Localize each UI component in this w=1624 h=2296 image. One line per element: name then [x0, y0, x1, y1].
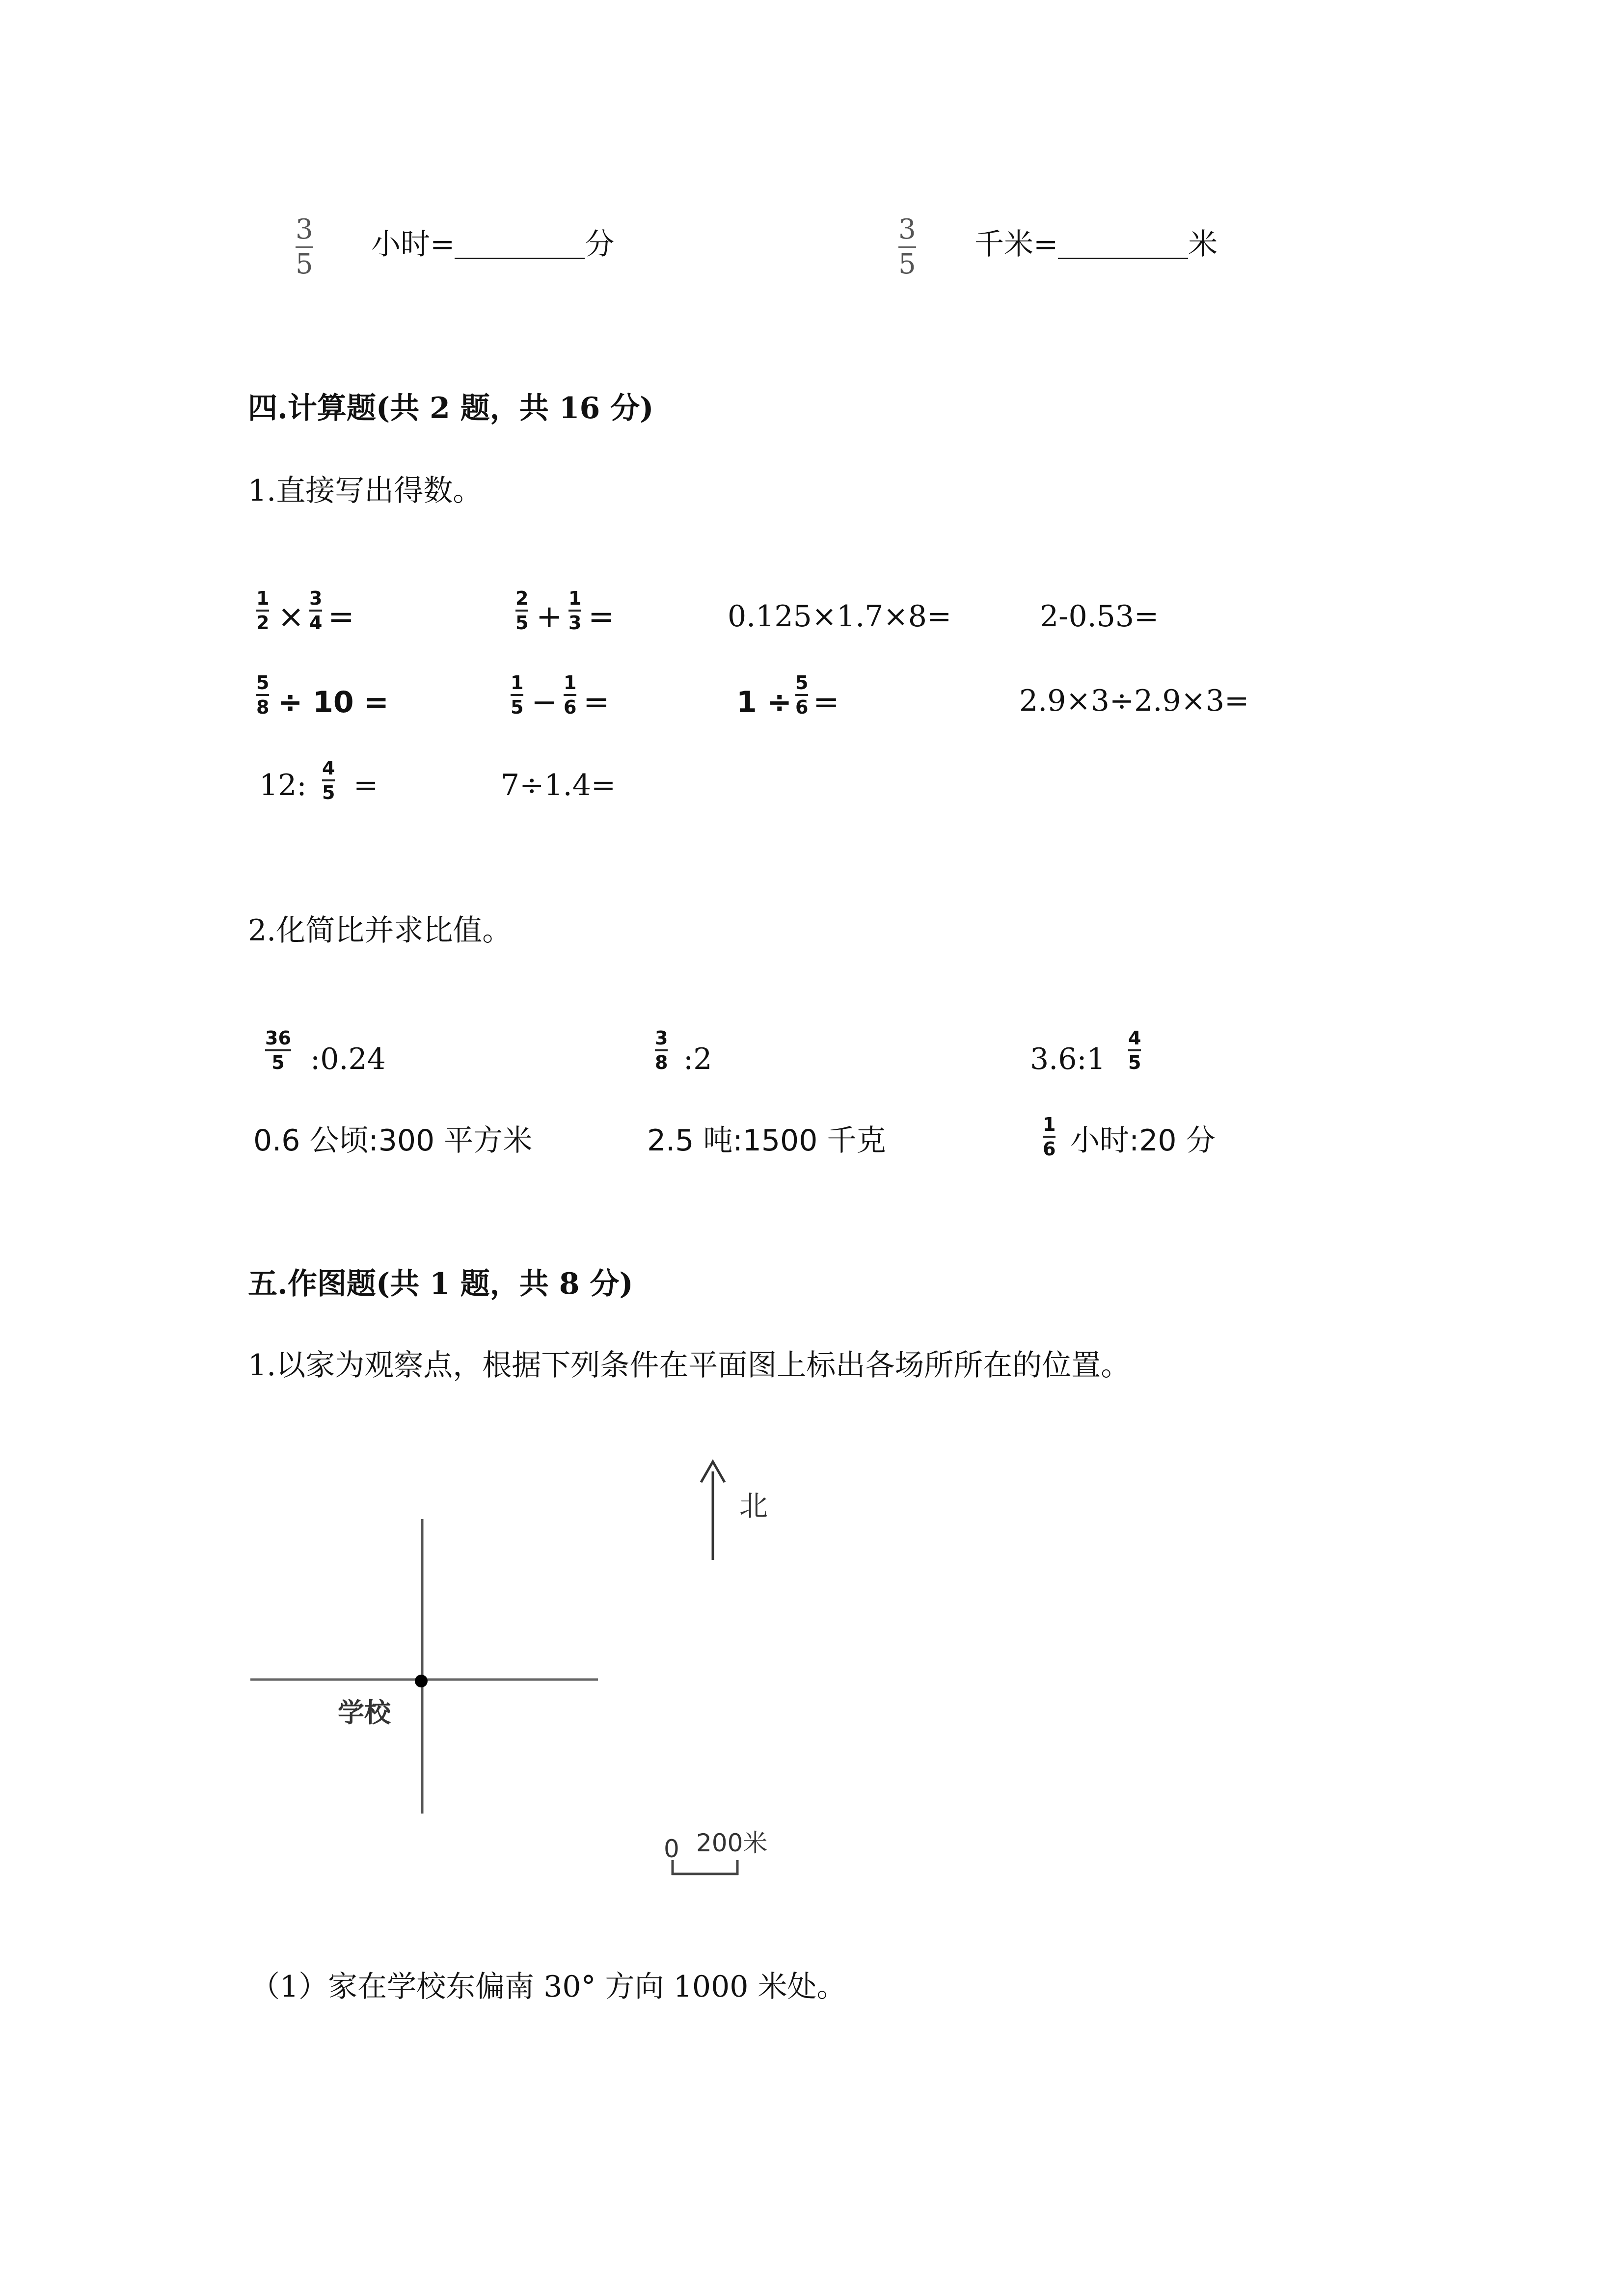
scale-zero-label: 0	[664, 1835, 679, 1863]
scale-distance-label: 200米	[696, 1829, 768, 1857]
scale-bar	[672, 1860, 738, 1875]
item-text: 小时=	[371, 227, 455, 262]
denominator: 3	[568, 612, 582, 634]
denominator: 6	[1043, 1138, 1056, 1160]
ratio6-rest: 小时:20 分	[1070, 1123, 1216, 1158]
equals-sign: =	[813, 684, 839, 721]
times-sign: ×	[278, 599, 304, 635]
expr8: 2.9×3÷2.9×3=	[1019, 684, 1249, 718]
numerator: 1	[1043, 1114, 1056, 1135]
expr10: 7÷1.4=	[501, 768, 616, 802]
denominator: 6	[564, 696, 577, 718]
item-unit: 分	[585, 227, 615, 262]
denominator: 5	[296, 248, 313, 280]
expr3: 0.125×1.7×8=	[728, 599, 952, 634]
expr9-pre: 12:	[259, 768, 307, 802]
numerator: 3	[655, 1027, 668, 1049]
section-4-title: 四.计算题(共 2 题，共 16 分)	[248, 391, 654, 426]
numerator: 1	[564, 672, 577, 694]
ratio2-rest: :2	[683, 1042, 712, 1076]
denominator: 5	[322, 782, 335, 803]
numerator: 5	[795, 672, 809, 694]
denominator: 2	[256, 612, 270, 634]
denominator: 5	[1128, 1052, 1141, 1073]
question-1-title: 1.直接写出得数。	[248, 474, 483, 508]
ratio1-rest: :0.24	[310, 1042, 386, 1076]
denominator: 4	[309, 612, 323, 634]
drawing-question-title: 1.以家为观察点，根据下列条件在平面图上标出各场所所在的位置。	[248, 1348, 1131, 1383]
numerator: 1	[511, 672, 524, 694]
numerator: 5	[256, 672, 270, 694]
north-arrow	[701, 1462, 725, 1560]
expr5-rest: ÷ 10 =	[278, 685, 389, 720]
numerator: 1	[568, 587, 582, 609]
numerator: 1	[256, 587, 270, 609]
numerator: 36	[265, 1027, 291, 1049]
equals-sign: =	[328, 599, 354, 635]
denominator: 8	[256, 696, 270, 718]
equals-sign: =	[583, 684, 610, 721]
north-label: 北	[739, 1489, 768, 1522]
section-5-title: 五.作图题(共 1 题，共 8 分)	[248, 1267, 633, 1301]
school-point[interactable]	[415, 1675, 428, 1687]
denominator: 5	[898, 248, 916, 280]
minus-sign: −	[531, 684, 558, 721]
equals-sign: =	[588, 599, 615, 635]
question-2-title: 2.化简比并求比值。	[248, 913, 512, 948]
denominator: 6	[795, 696, 809, 718]
item-text: 千米=	[974, 227, 1058, 262]
denominator: 5	[511, 696, 524, 718]
denominator: 5	[271, 1052, 285, 1073]
equals-sign: =	[353, 768, 379, 802]
expr4: 2-0.53=	[1040, 599, 1159, 634]
numerator: 2	[515, 587, 529, 609]
denominator: 5	[515, 612, 529, 634]
expr7-pre: 1 ÷	[736, 685, 792, 720]
ratio3-pre: 3.6:1	[1030, 1042, 1106, 1076]
plus-sign: +	[536, 599, 563, 635]
item-unit: 米	[1188, 227, 1218, 262]
ratio5: 2.5 吨:1500 千克	[647, 1123, 886, 1158]
numerator: 3	[296, 214, 313, 245]
sub-question-1: （1）家在学校东偏南 30° 方向 1000 米处。	[250, 1970, 846, 2004]
denominator: 8	[655, 1052, 668, 1073]
numerator: 4	[1128, 1027, 1141, 1049]
school-label: 学校	[338, 1697, 391, 1728]
numerator: 4	[322, 757, 335, 779]
numerator: 3	[309, 587, 323, 609]
numerator: 3	[898, 214, 916, 245]
ratio4: 0.6 公顷:300 平方米	[253, 1123, 533, 1158]
